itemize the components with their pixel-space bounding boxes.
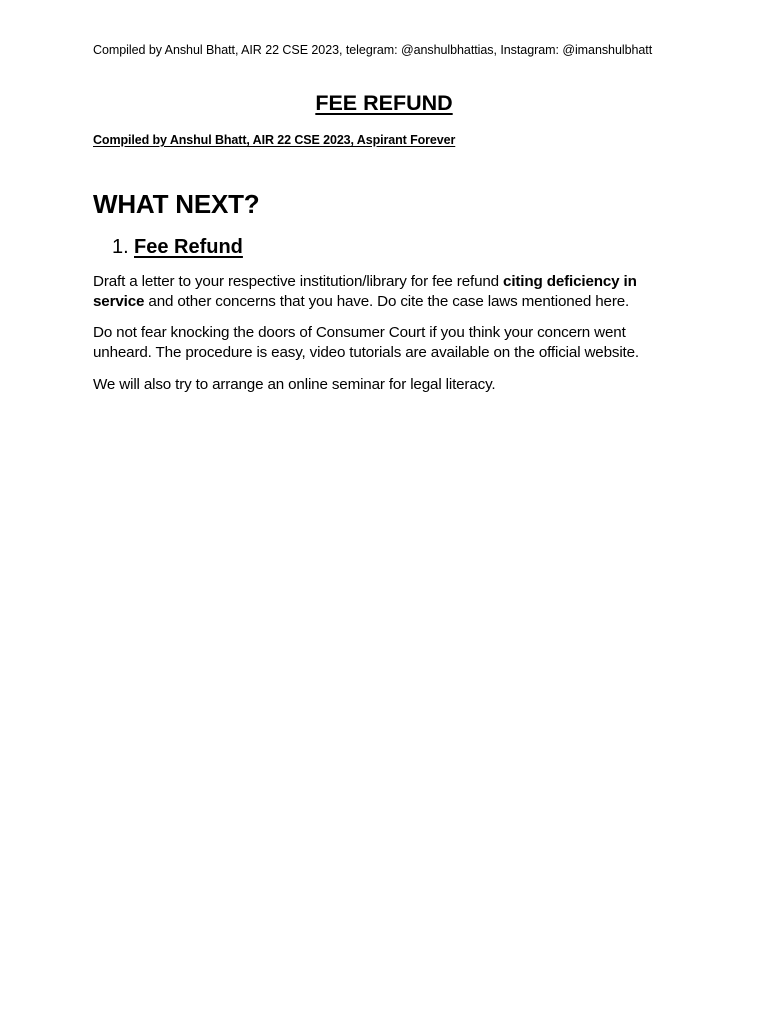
document-title bbox=[0, 89, 768, 117]
paragraph-consumer-court: Do not fear knocking the doors of Consumer Court if you think your concern went unheard. The procedure is easy, video tutorials are available on the official website. bbox=[93, 324, 639, 361]
paragraph-fee-refund-letter bbox=[93, 272, 683, 312]
paragraph-seminar: We will also try to arrange an online seminar for legal literacy. bbox=[93, 376, 496, 393]
document-title-text: FEE REFUND bbox=[315, 91, 453, 115]
paragraph-bold-text: citing deficiency in service bbox=[93, 273, 637, 310]
list-item-heading bbox=[112, 234, 243, 260]
list-item-label: Fee Refund bbox=[134, 236, 243, 258]
paragraph-text: and other concerns that you have. Do cite the case laws mentioned here. bbox=[144, 293, 630, 310]
list-item-number: 1. bbox=[112, 236, 129, 258]
paragraph-text: Draft a letter to your respective institution/library for fee refund bbox=[93, 273, 504, 290]
page-header: Compiled by Anshul Bhatt, AIR 22 CSE 2023, telegram: @anshulbhattias, Instagram: @imanshulbhatt bbox=[93, 43, 653, 57]
section-heading: WHAT NEXT? bbox=[93, 189, 260, 219]
compiled-by-line: Compiled by Anshul Bhatt, AIR 22 CSE 2023, Aspirant Forever bbox=[93, 133, 456, 147]
